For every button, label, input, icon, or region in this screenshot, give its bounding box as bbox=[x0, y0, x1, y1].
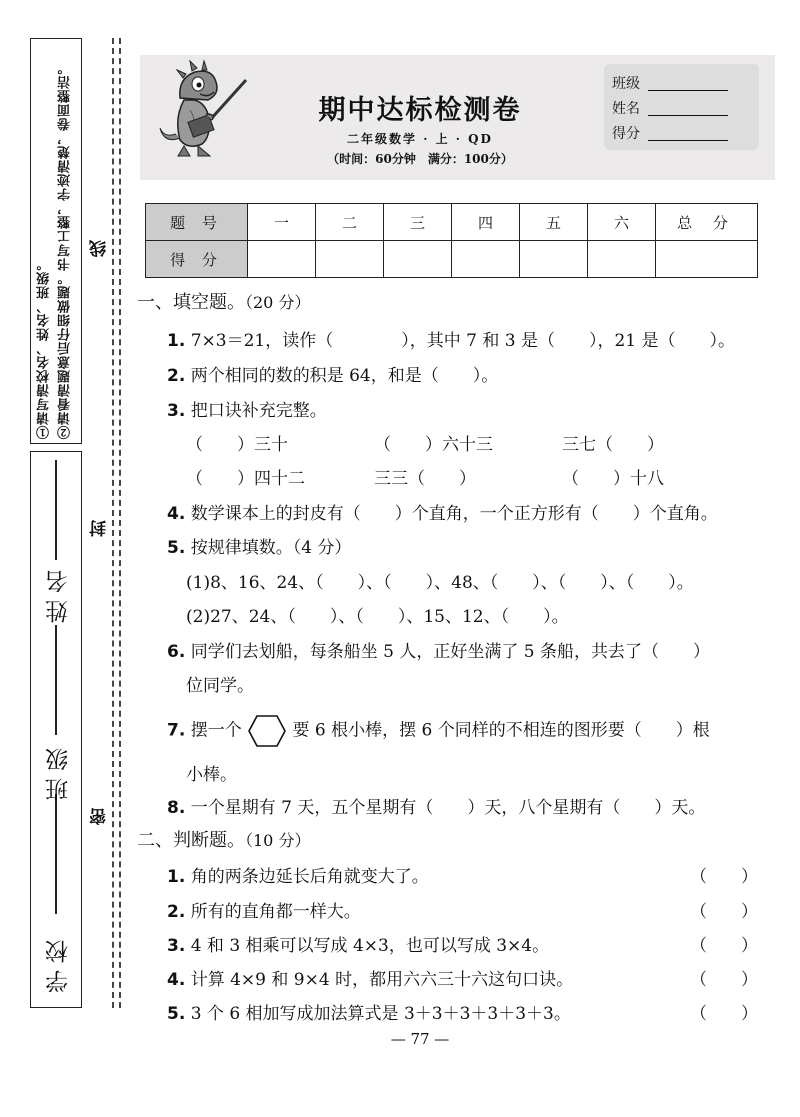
question-number: 4. bbox=[167, 504, 186, 524]
question-number: 6. bbox=[167, 642, 186, 662]
q5-sequence-1: (1)8、16、24、（ ）、（ ）、48、（ ）、（ ）、（ ）。 bbox=[186, 573, 694, 593]
question-6-cont: 位同学。 bbox=[186, 676, 254, 696]
question-number: 4. bbox=[167, 970, 186, 990]
school-line bbox=[55, 794, 57, 914]
school-label: 学 校 bbox=[46, 939, 72, 993]
q3-item: 三三（ ） bbox=[374, 469, 476, 489]
score-cell[interactable] bbox=[452, 241, 520, 278]
question-text: 同学们去划船，每条船坐 5 人，正好坐满了 5 条船，共去了（ ） bbox=[190, 642, 710, 662]
question-text: 要 6 根小棒，摆 6 个同样的不相连的图形要（ ）根 bbox=[292, 720, 710, 741]
question-number: 3. bbox=[167, 936, 186, 956]
score-cell[interactable] bbox=[588, 241, 656, 278]
question-text: 按规律填数。（4 分） bbox=[190, 538, 352, 558]
table-col-3: 三 bbox=[384, 204, 452, 241]
name-field-line[interactable] bbox=[648, 115, 728, 116]
section-2-title: 二、判断题。 bbox=[137, 830, 245, 851]
answer-paren[interactable]: （ ） bbox=[690, 867, 758, 887]
question-number: 7. bbox=[167, 720, 186, 741]
question-2 bbox=[167, 361, 498, 386]
cut-line-2 bbox=[119, 38, 121, 1008]
question-text: 3 个 6 相加写成加法算式是 3＋3＋3＋3＋3＋3。 bbox=[190, 1004, 571, 1024]
class-field-line[interactable] bbox=[648, 90, 728, 91]
q3-item: （ ）六十三 bbox=[374, 435, 493, 455]
judge-item-1 bbox=[167, 862, 429, 887]
exam-time-score: （时间：60分钟 满分：100分） bbox=[327, 152, 513, 166]
score-cell[interactable] bbox=[656, 241, 758, 278]
seal-xian: 线 bbox=[90, 240, 110, 257]
table-score-label: 得 分 bbox=[146, 241, 248, 278]
table-col-4: 四 bbox=[452, 204, 520, 241]
answer-paren[interactable]: （ ） bbox=[690, 902, 758, 922]
question-number: 3. bbox=[167, 401, 186, 421]
question-3 bbox=[167, 396, 327, 421]
exam-subtitle: 二年级数学 · 上 · QD bbox=[347, 132, 493, 146]
q3-item: （ ）三十 bbox=[186, 435, 288, 455]
question-8 bbox=[167, 793, 705, 818]
question-6 bbox=[167, 637, 710, 662]
name-label: 姓 名 bbox=[46, 570, 72, 624]
question-4 bbox=[167, 499, 718, 524]
question-1 bbox=[167, 326, 735, 351]
question-number: 2. bbox=[167, 902, 186, 922]
question-text: 把口诀补充完整。 bbox=[190, 401, 327, 421]
judge-item-4 bbox=[167, 965, 573, 990]
question-text: 角的两条边延长后角就变大了。 bbox=[190, 867, 429, 887]
hexagon-icon bbox=[247, 714, 287, 748]
question-number: 2. bbox=[167, 366, 186, 386]
question-7 bbox=[167, 714, 710, 748]
judge-item-5 bbox=[167, 999, 571, 1024]
class-label: 班 级 bbox=[46, 748, 72, 802]
q3-item: （ ）十八 bbox=[562, 469, 664, 489]
exam-title: 期中达标检测卷 bbox=[318, 95, 522, 126]
name-line bbox=[55, 460, 57, 560]
question-number: 1. bbox=[167, 331, 186, 351]
section-1-heading bbox=[137, 288, 310, 314]
question-text: 两个相同的数的积是 64，和是（ ）。 bbox=[190, 366, 499, 386]
score-field-line[interactable] bbox=[648, 140, 728, 141]
class-line bbox=[55, 625, 57, 735]
question-7-cont: 小棒。 bbox=[186, 765, 237, 785]
instructions-box bbox=[30, 38, 82, 444]
seal-mi: 密 bbox=[90, 808, 110, 825]
score-cell[interactable] bbox=[248, 241, 316, 278]
answer-paren[interactable]: （ ） bbox=[690, 1004, 758, 1024]
question-number: 5. bbox=[167, 1004, 186, 1024]
question-text: 所有的直角都一样大。 bbox=[190, 902, 361, 922]
question-5 bbox=[167, 533, 351, 558]
score-cell[interactable] bbox=[384, 241, 452, 278]
judge-item-3 bbox=[167, 931, 549, 956]
question-text: 数学课本上的封皮有（ ）个直角，一个正方形有（ ）个直角。 bbox=[190, 504, 718, 524]
answer-paren[interactable]: （ ） bbox=[690, 936, 758, 956]
question-text: 4 和 3 相乘可以写成 4×3，也可以写成 3×4。 bbox=[190, 936, 550, 956]
table-col-6: 六 bbox=[588, 204, 656, 241]
q3-item: （ ）四十二 bbox=[186, 469, 305, 489]
instruction-1: ①请写清校名、姓名、班级。 bbox=[37, 257, 52, 439]
student-info-strip bbox=[30, 451, 82, 1008]
q5-sequence-2: (2)27、24、（ ）、（ ）、15、12、（ ）。 bbox=[186, 607, 569, 627]
dinosaur-mascot-icon bbox=[150, 58, 250, 163]
section-2-points: （10 分） bbox=[245, 831, 311, 850]
question-number: 1. bbox=[167, 867, 186, 887]
question-text: 计算 4×9 和 9×4 时，都用六六三十六这句口诀。 bbox=[190, 970, 574, 990]
section-1-points: （20 分） bbox=[245, 293, 311, 312]
score-field-label: 得分 bbox=[612, 126, 640, 142]
question-text: 一个星期有 7 天，五个星期有（ ）天，八个星期有（ ）天。 bbox=[190, 798, 706, 818]
cut-line-1 bbox=[112, 38, 114, 1008]
table-col-1: 一 bbox=[248, 204, 316, 241]
score-cell[interactable] bbox=[316, 241, 384, 278]
instruction-2: ②请看清题意后仔细做题。书写工整，字迹清楚，卷面整洁。 bbox=[58, 61, 73, 439]
q3-item: 三七（ ） bbox=[562, 435, 664, 455]
seal-feng: 封 bbox=[90, 520, 110, 537]
table-col-total: 总 分 bbox=[656, 204, 758, 241]
name-field-label: 姓名 bbox=[612, 101, 640, 117]
section-1-title: 一、填空题。 bbox=[137, 292, 245, 313]
page-number: — 77 — bbox=[390, 1030, 450, 1048]
table-col-2: 二 bbox=[316, 204, 384, 241]
judge-item-2 bbox=[167, 897, 361, 922]
answer-paren[interactable]: （ ） bbox=[690, 970, 758, 990]
question-text: 摆一个 bbox=[190, 720, 242, 741]
score-cell[interactable] bbox=[520, 241, 588, 278]
table-header-label: 题 号 bbox=[146, 204, 248, 241]
score-table bbox=[145, 203, 758, 278]
question-text: 7×3＝21，读作（ ），其中 7 和 3 是（ ），21 是（ ）。 bbox=[190, 331, 735, 351]
section-2-heading bbox=[137, 826, 310, 852]
question-number: 5. bbox=[167, 538, 186, 558]
class-field-label: 班级 bbox=[612, 76, 640, 92]
table-col-5: 五 bbox=[520, 204, 588, 241]
question-number: 8. bbox=[167, 798, 186, 818]
